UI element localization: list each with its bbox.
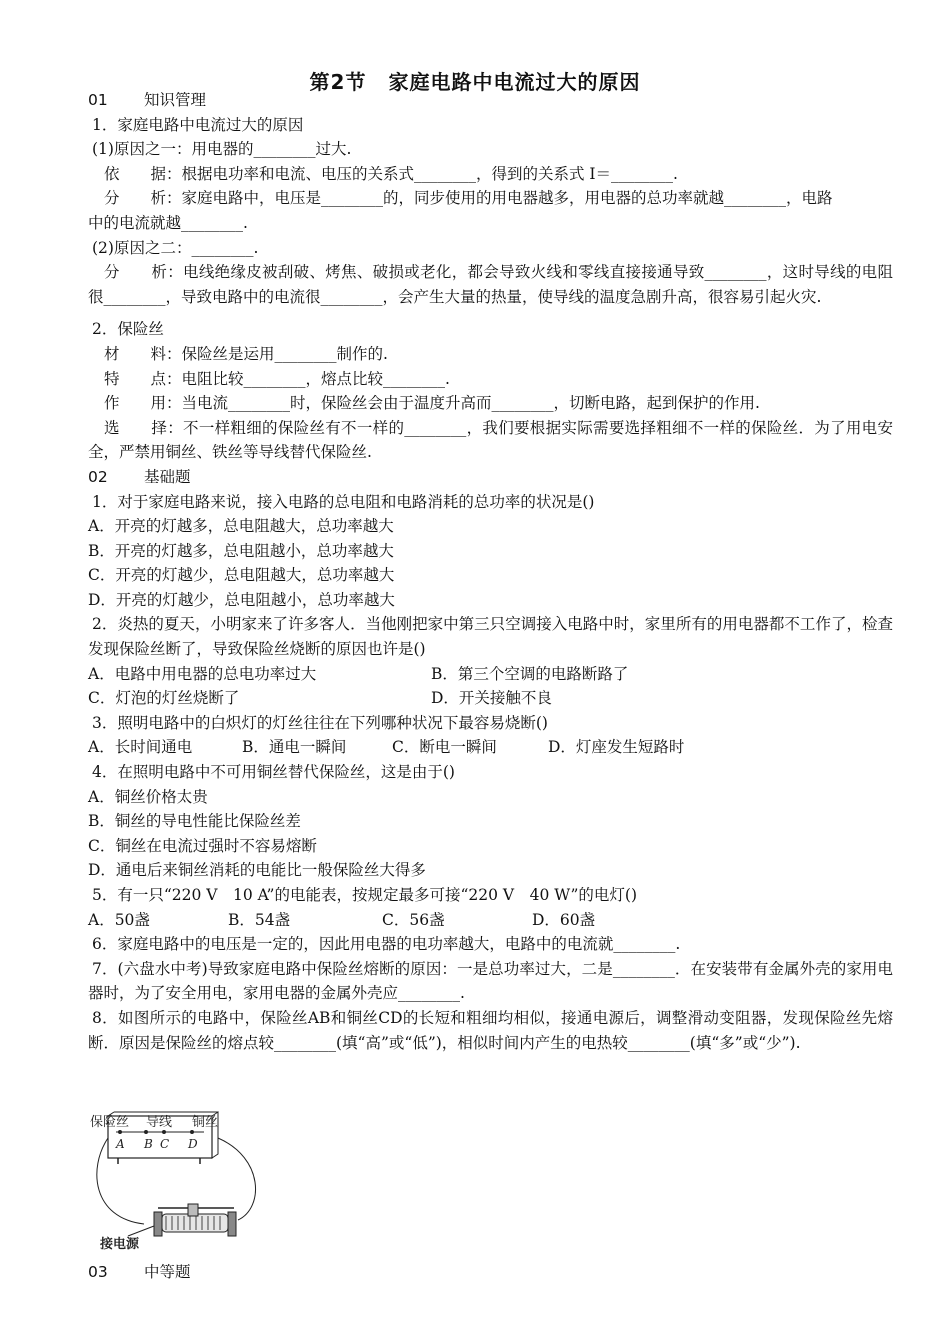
content <box>88 88 893 1055</box>
q5-option-a: A．50盏 <box>88 910 150 929</box>
q6-stem: 6．家庭电路中的电压是一定的，因此用电器的电功率越大，电路中的电流就________. <box>92 935 681 954</box>
q3-option-b: B．通电一瞬间 <box>242 738 347 757</box>
circuit-figure <box>88 1108 266 1258</box>
q3-option-a: A．长时间通电 <box>88 738 193 757</box>
q1-stem: 1．对于家庭电路来说，接入电路的总电阻和电路消耗的总功率的状况是() <box>92 492 595 511</box>
section-topic: 家庭电路中电流过大的原因 <box>388 70 641 94</box>
circuit-diagram <box>88 1108 266 1258</box>
analysis-1-line2: 中的电流就越________. <box>88 213 248 232</box>
q1-option-c: C．开亮的灯越少，总电阻越大，总功率越大 <box>88 566 395 585</box>
rheostat-end-right <box>228 1212 236 1236</box>
section-number: 第2节 <box>309 70 367 94</box>
fuse-material: 材 料：保险丝是运用________制作的. <box>104 344 388 363</box>
label-copper: 铜丝 <box>192 1115 219 1130</box>
power-lead <box>128 1226 154 1236</box>
q5-option-b: B．54盏 <box>228 910 291 929</box>
rheostat-slider <box>188 1204 198 1216</box>
q1-option-d: D．开亮的灯越少，总电阻越小，总功率越大 <box>88 590 395 609</box>
q2-options-row1 <box>88 662 893 687</box>
q4-option-b: B．铜丝的导电性能比保险丝差 <box>88 812 301 831</box>
q8-stem: 8．如图所示的电路中，保险丝AB和铜丝CD的长短和粗细均相似，接通电源后，调整滑动变阻器，发现保险丝先熔断．原因是保险丝的熔点较________(填“高”或“低”)，相似时间内产生的电热较________(填“多”或“少”). <box>88 1008 893 1052</box>
q3-stem: 3．照明电路中的白炽灯的灯丝往往在下列哪种状况下最容易烧断() <box>92 713 548 732</box>
label-wire: 导线 <box>146 1115 173 1130</box>
terminal-a <box>118 1130 122 1134</box>
section-02-heading: 02 基础题 <box>88 467 191 486</box>
q2-stem: 2．炎热的夏天，小明家来了许多客人．当他刚把家中第三只空调接入电路中时，家里所有的用电器都不工作了，检查发现保险丝断了，导致保险丝烧断的原因也许是() <box>88 615 893 659</box>
fuse-feature: 特 点：电阻比较________，熔点比较________. <box>104 369 450 388</box>
fuse-function: 作 用：当电流________时，保险丝会由于温度升高而________，切断电路，起到保护的作用. <box>104 394 760 413</box>
knowledge-2-heading: 2．保险丝 <box>92 320 164 339</box>
q5-options <box>88 908 893 933</box>
q2-option-b: B．第三个空调的电路断路了 <box>431 664 629 683</box>
terminal-d <box>190 1130 194 1134</box>
terminal-c <box>162 1130 166 1134</box>
reason-2: (2)原因之二：________. <box>92 238 259 257</box>
q1-option-a: A．开亮的灯越多，总电阻越大，总功率越大 <box>88 517 394 536</box>
section-03-heading: 03 中等题 <box>88 1263 191 1281</box>
q5-option-d: D．60盏 <box>532 910 596 929</box>
rheostat-end-left <box>154 1212 162 1236</box>
q2-option-c: C．灯泡的灯丝烧断了 <box>88 689 240 708</box>
q1-option-b: B．开亮的灯越多，总电阻越小，总功率越大 <box>88 541 394 560</box>
q3-option-c: C．断电一瞬间 <box>392 738 497 757</box>
q5-option-c: C．56盏 <box>382 910 445 929</box>
terminal-b <box>144 1130 148 1134</box>
label-power: 接电源 <box>100 1237 140 1252</box>
fuse-choice: 选 择：不一样粗细的保险丝有不一样的________，我们要根据实际需要选择粗细不一样的保险丝．为了用电安全，严禁用铜丝、铁丝等导线替代保险丝. <box>88 418 893 462</box>
knowledge-1-heading: 1．家庭电路中电流过大的原因 <box>92 115 304 134</box>
q3-options <box>88 735 893 760</box>
q4-option-c: C．铜丝在电流过强时不容易熔断 <box>88 836 317 855</box>
analysis-1-line1: 分 析：家庭电路中，电压是________的，同步使用的用电器越多，用电器的总功率就越________，电路 <box>104 189 833 208</box>
q2-options-row2 <box>88 686 893 711</box>
label-fuse: 保险丝 <box>90 1115 130 1130</box>
q4-option-d: D．通电后来铜丝消耗的电能比一般保险丝大得多 <box>88 861 426 880</box>
label-b: B <box>144 1137 153 1151</box>
q4-stem: 4．在照明电路中不可用铜丝替代保险丝，这是由于() <box>92 763 455 782</box>
q7-stem: 7．(六盘水中考)导致家庭电路中保险丝熔断的原因：一是总功率过大，二是________．在安装带有金属外壳的家用电器时，为了安全用电，家用电器的金属外壳应________. <box>88 959 893 1003</box>
q3-option-d: D．灯座发生短路时 <box>548 738 685 757</box>
q4-option-a: A．铜丝价格太贵 <box>88 787 208 806</box>
q5-stem: 5．有一只“220 V 10 A”的电能表，按规定最多可接“220 V 40 W”的电灯() <box>92 886 637 904</box>
basis: 依 据：根据电功率和电流、电压的关系式________，得到的关系式 I＝________. <box>104 164 678 183</box>
section-01-heading: 01 知识管理 <box>88 91 207 109</box>
q2-option-d: D．开关接触不良 <box>431 689 552 708</box>
analysis-2: 分 析：电线绝缘皮被刮破、烤焦、破损或老化，都会导致火线和零线直接接通导致________，这时导线的电阻很________，导致电路中的电流很________，会产生大量的热量，使导线的温度急剧升高，很容易引起火灾. <box>88 263 893 306</box>
label-d: D <box>188 1137 198 1151</box>
label-c: C <box>160 1137 170 1151</box>
label-a: A <box>116 1137 125 1151</box>
reason-1: (1)原因之一：用电器的________过大. <box>92 140 352 159</box>
q2-option-a: A．电路中用电器的总电功率过大 <box>88 664 317 683</box>
